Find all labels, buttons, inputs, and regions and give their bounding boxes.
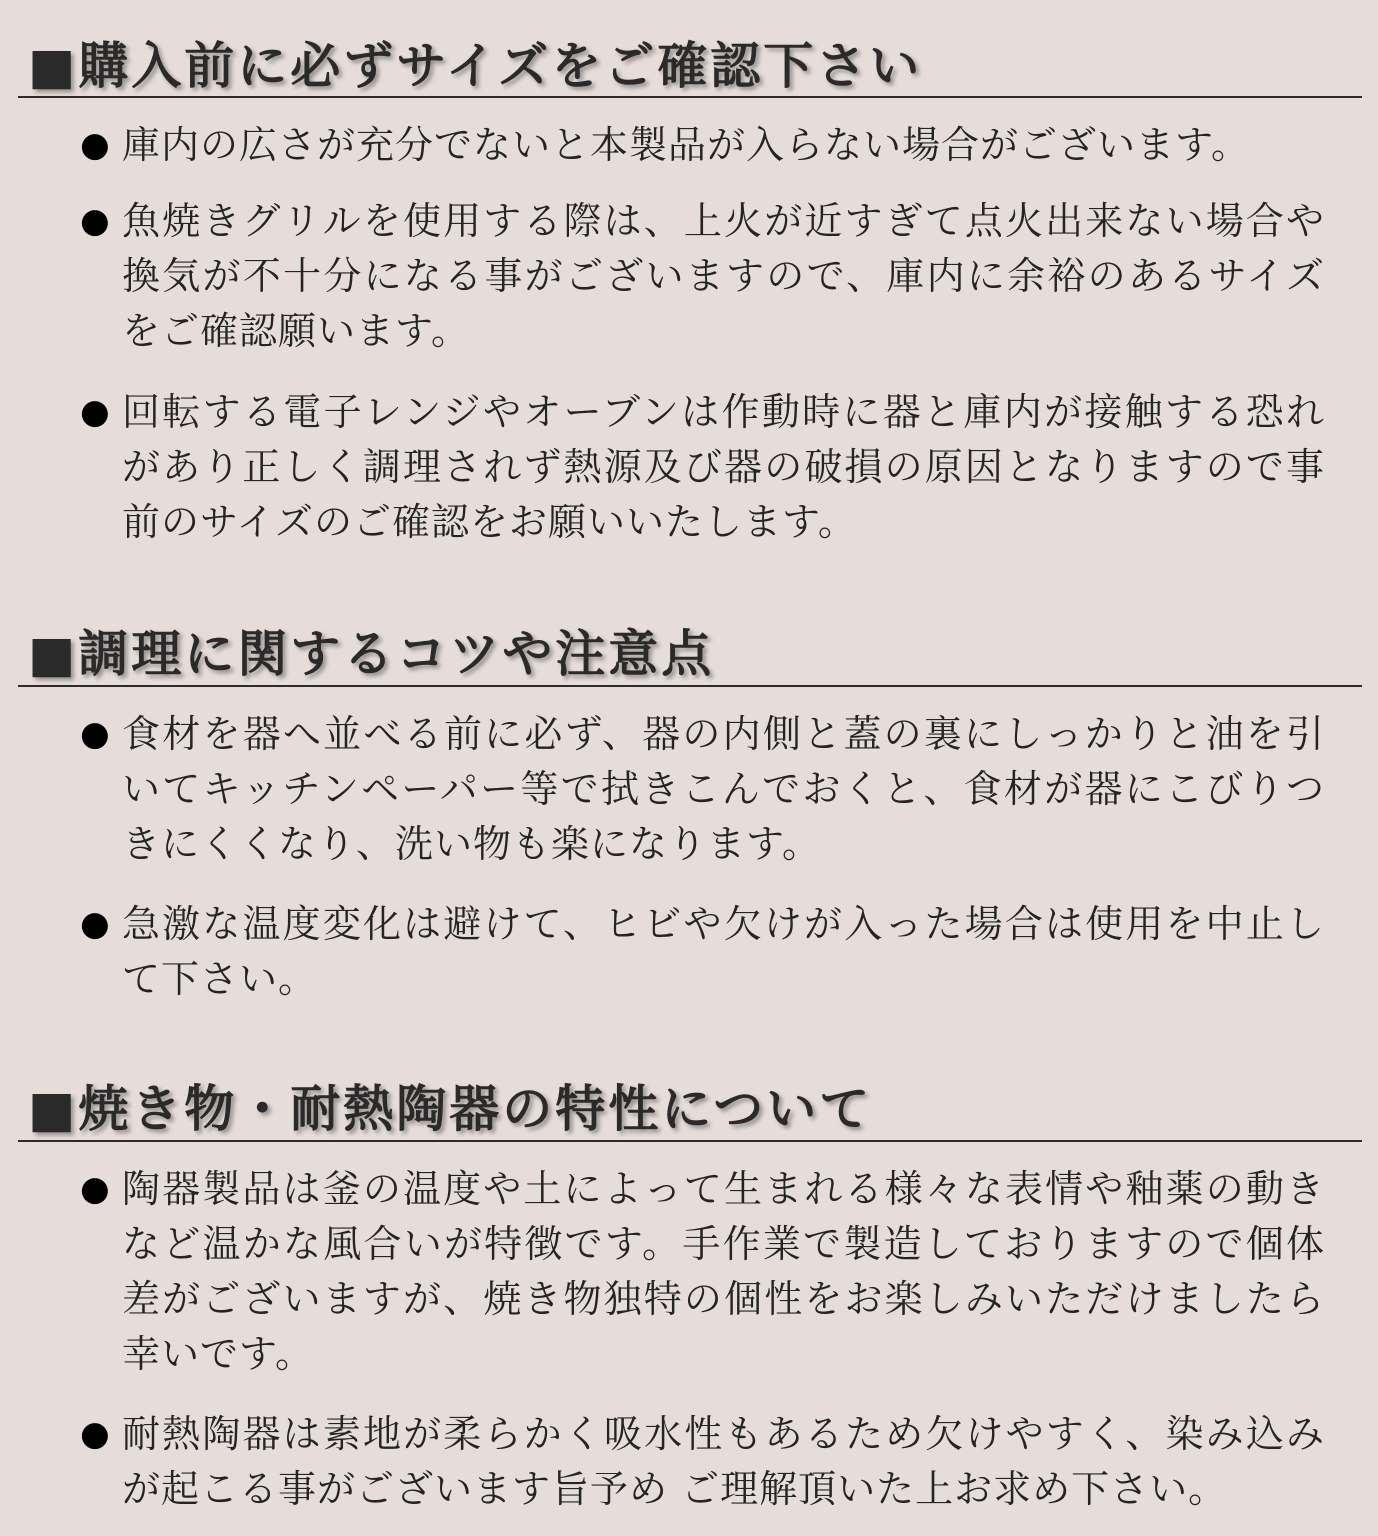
bullet-icon: ● (80, 392, 111, 432)
bullet-icon: ● (80, 201, 111, 241)
item-text: 回転する電子レンジやオーブンは作動時に器と庫内が接触する恐れがあり正しく調理されず熱源及び器の破損の原因となりますので事前のサイズのご確認をお願いいたします。 (122, 390, 1325, 544)
section-title-cooking-tips: ■調理に関するコツや注意点 (28, 624, 715, 683)
bullet-icon: ● (80, 125, 111, 165)
section-divider (18, 96, 1362, 98)
item-text: 庫内の広さが充分でないと本製品が入らない場合がございます。 (122, 123, 1250, 167)
bullet-icon: ● (80, 1169, 111, 1209)
item-text: 食材を器へ並べる前に必ず、器の内側と蓋の裏にしっかりと油を引いてキッチンペーパー等で拭きこんでおくと、食材が器にこびりつきにくくなり、洗い物も楽になります。 (122, 712, 1325, 866)
bullet-icon: ● (80, 904, 111, 944)
list-item (80, 707, 1325, 872)
list-item (80, 897, 1325, 1007)
list-item (80, 1162, 1325, 1382)
list-item (80, 194, 1325, 359)
item-text: 陶器製品は釜の温度や土によって生まれる様々な表情や釉薬の動きなど温かな風合いが特徴です。手作業で製造しておりますので個体差がございますが、焼き物独特の個性をお楽しみいただけましたら幸いです。 (122, 1167, 1325, 1376)
bullet-icon: ● (80, 1414, 111, 1454)
item-text: 耐熱陶器は素地が柔らかく吸水性もあるため欠けやすく、染み込みが起こる事がございます旨予め ご理解頂いた上お求め下さい。 (122, 1412, 1325, 1511)
item-text: 魚焼きグリルを使用する際は、上火が近すぎて点火出来ない場合や換気が不十分になる事がございますので、庫内に余裕のあるサイズをご確認願います。 (122, 199, 1325, 353)
list-item (80, 118, 1325, 173)
section-divider (18, 1140, 1362, 1142)
item-text: 急激な温度変化は避けて、ヒビや欠けが入った場合は使用を中止して下さい。 (122, 902, 1325, 1001)
list-item (80, 1407, 1325, 1517)
section-title-size-check: ■購入前に必ずサイズをご確認下さい (28, 36, 923, 95)
section-title-ceramic-characteristics: ■焼き物・耐熱陶器の特性について (28, 1079, 873, 1138)
bullet-icon: ● (80, 714, 111, 754)
list-item (80, 385, 1325, 550)
section-divider (18, 685, 1362, 687)
